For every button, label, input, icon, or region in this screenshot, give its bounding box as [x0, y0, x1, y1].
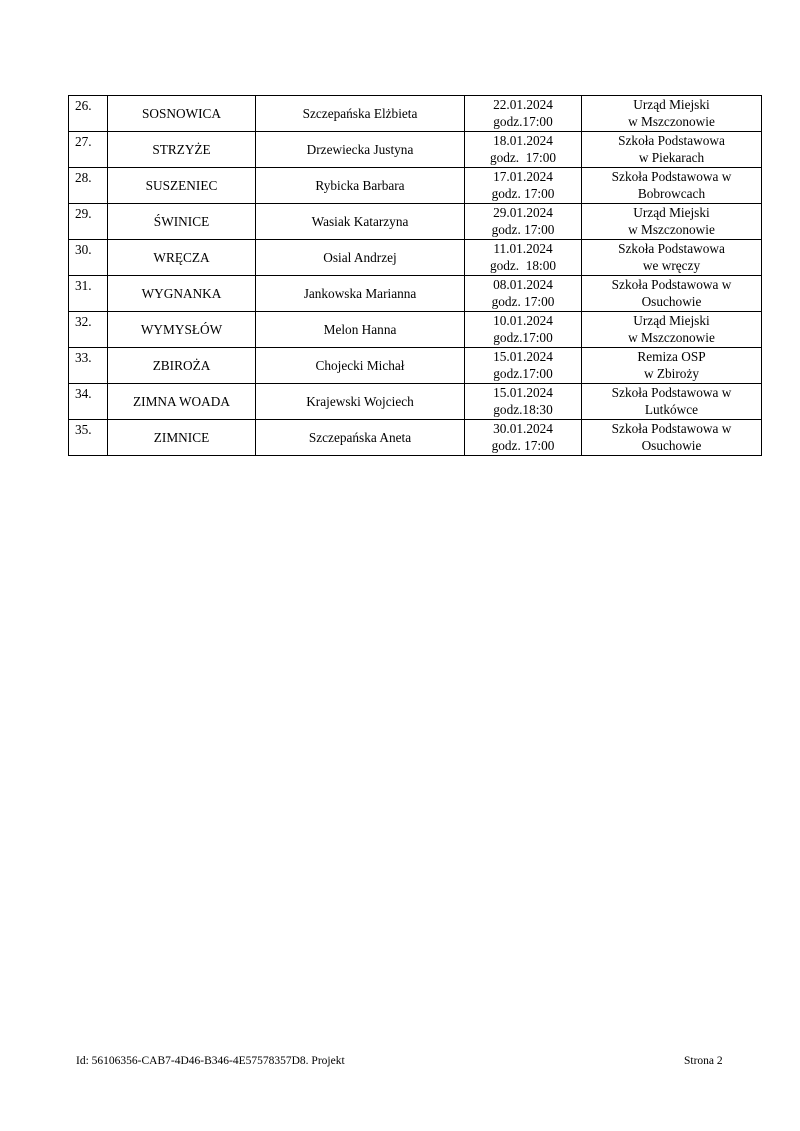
row-number: 30. — [75, 242, 92, 257]
village-name: SUSZENIEC — [145, 178, 218, 193]
person-name: Wasiak Katarzyna — [311, 214, 409, 229]
table-row — [69, 96, 762, 132]
meeting-date: 30.01.2024 — [493, 421, 553, 436]
village-cell — [108, 420, 256, 456]
person-name: Krajewski Wojciech — [306, 394, 414, 409]
meeting-place-line1: Szkoła Podstawowa w — [611, 421, 732, 436]
row-number-cell — [69, 312, 108, 348]
meeting-time: godz. 17:00 — [491, 294, 555, 309]
person-cell — [256, 168, 465, 204]
table-row — [69, 168, 762, 204]
meeting-place-line1: Urząd Miejski — [633, 97, 710, 112]
person-cell — [256, 132, 465, 168]
meeting-place-line1: Szkoła Podstawowa w — [611, 277, 732, 292]
place-cell — [582, 420, 762, 456]
datetime-cell — [465, 204, 582, 240]
meeting-place-line2: Lutkówce — [644, 402, 699, 417]
person-cell — [256, 420, 465, 456]
place-cell — [582, 96, 762, 132]
person-cell — [256, 276, 465, 312]
datetime-cell — [465, 312, 582, 348]
village-cell — [108, 132, 256, 168]
meeting-place-line2: Bobrowcach — [637, 186, 706, 201]
row-number: 29. — [75, 206, 92, 221]
row-number-cell — [69, 96, 108, 132]
meeting-time: godz.17:00 — [493, 114, 553, 129]
meeting-time: godz. 17:00 — [489, 150, 557, 165]
datetime-cell — [465, 240, 582, 276]
person-name: Melon Hanna — [323, 322, 397, 337]
person-name: Drzewiecka Justyna — [306, 142, 414, 157]
person-name: Szczepańska Elżbieta — [302, 106, 418, 121]
village-name: STRZYŻE — [152, 142, 211, 157]
meeting-date: 11.01.2024 — [493, 241, 553, 256]
meeting-date: 15.01.2024 — [493, 349, 553, 364]
person-cell — [256, 204, 465, 240]
row-number: 26. — [75, 98, 92, 113]
meeting-place-line2: w Mszczonowie — [628, 330, 715, 345]
village-name: ZIMNA WOADA — [133, 394, 230, 409]
row-number: 34. — [75, 386, 92, 401]
row-number-cell — [69, 240, 108, 276]
meeting-time: godz.18:30 — [493, 402, 553, 417]
person-name: Rybicka Barbara — [315, 178, 405, 193]
table-row — [69, 348, 762, 384]
person-name: Chojecki Michał — [315, 358, 405, 373]
village-cell — [108, 240, 256, 276]
meeting-date: 08.01.2024 — [493, 277, 553, 292]
row-number: 28. — [75, 170, 92, 185]
meeting-time: godz. 17:00 — [491, 222, 555, 237]
row-number-cell — [69, 132, 108, 168]
meeting-place-line1: Szkoła Podstawowa — [618, 241, 725, 256]
table-row — [69, 276, 762, 312]
meeting-date: 22.01.2024 — [493, 97, 553, 112]
table-body — [69, 96, 762, 456]
document-id: Id: 56106356-CAB7-4D46-B346-4E57578357D8. Projekt — [76, 1055, 345, 1067]
row-number: 35. — [75, 422, 92, 437]
page-number: Strona 2 — [684, 1055, 723, 1067]
table-row — [69, 384, 762, 420]
person-name: Szczepańska Aneta — [308, 430, 412, 445]
table-row — [69, 240, 762, 276]
village-cell — [108, 168, 256, 204]
meeting-time: godz. 17:00 — [491, 186, 555, 201]
meeting-place-line2: w Zbiroży — [643, 366, 700, 381]
place-cell — [582, 240, 762, 276]
meeting-date: 17.01.2024 — [493, 169, 553, 184]
village-name: ZBIROŻA — [152, 358, 211, 373]
person-cell — [256, 348, 465, 384]
table-row — [69, 420, 762, 456]
village-cell — [108, 348, 256, 384]
table-row — [69, 132, 762, 168]
person-cell — [256, 384, 465, 420]
datetime-cell — [465, 276, 582, 312]
meeting-place-line1: Szkoła Podstawowa w — [611, 385, 732, 400]
place-cell — [582, 132, 762, 168]
village-cell — [108, 276, 256, 312]
meeting-time: godz. 17:00 — [491, 438, 555, 453]
village-name: WRĘCZA — [153, 250, 210, 265]
datetime-cell — [465, 168, 582, 204]
row-number-cell — [69, 348, 108, 384]
meeting-place-line2: Osuchowie — [641, 438, 702, 453]
meeting-time: godz. 18:00 — [489, 258, 557, 273]
row-number-cell — [69, 384, 108, 420]
village-name: WYMYSŁÓW — [140, 322, 223, 337]
person-name: Osial Andrzej — [323, 250, 397, 265]
place-cell — [582, 168, 762, 204]
place-cell — [582, 276, 762, 312]
village-name: WYGNANKA — [141, 286, 222, 301]
row-number-cell — [69, 204, 108, 240]
person-cell — [256, 96, 465, 132]
row-number: 32. — [75, 314, 92, 329]
place-cell — [582, 312, 762, 348]
row-number: 31. — [75, 278, 92, 293]
meetings-table — [68, 95, 762, 456]
place-cell — [582, 384, 762, 420]
place-cell — [582, 348, 762, 384]
row-number-cell — [69, 276, 108, 312]
meeting-place-line2: w Piekarach — [638, 150, 705, 165]
meeting-place-line1: Szkoła Podstawowa — [618, 133, 725, 148]
village-cell — [108, 96, 256, 132]
table-row — [69, 312, 762, 348]
datetime-cell — [465, 132, 582, 168]
person-cell — [256, 312, 465, 348]
meeting-date: 18.01.2024 — [493, 133, 553, 148]
village-cell — [108, 384, 256, 420]
village-cell — [108, 204, 256, 240]
village-cell — [108, 312, 256, 348]
meeting-date: 15.01.2024 — [493, 385, 553, 400]
datetime-cell — [465, 348, 582, 384]
person-cell — [256, 240, 465, 276]
meeting-place-line2: w Mszczonowie — [628, 222, 715, 237]
row-number-cell — [69, 420, 108, 456]
datetime-cell — [465, 420, 582, 456]
row-number: 33. — [75, 350, 92, 365]
meeting-date: 29.01.2024 — [493, 205, 553, 220]
meeting-place-line2: Osuchowie — [641, 294, 702, 309]
row-number-cell — [69, 168, 108, 204]
datetime-cell — [465, 96, 582, 132]
meeting-place-line1: Urząd Miejski — [633, 205, 710, 220]
row-number: 27. — [75, 134, 92, 149]
meeting-place-line1: Szkoła Podstawowa w — [611, 169, 732, 184]
village-name: SOSNOWICA — [141, 106, 222, 121]
meeting-time: godz.17:00 — [493, 330, 553, 345]
table-row — [69, 204, 762, 240]
person-name: Jankowska Marianna — [303, 286, 417, 301]
meeting-place-line2: we wręczy — [642, 258, 701, 273]
meeting-place-line1: Urząd Miejski — [633, 313, 710, 328]
meeting-place-line2: w Mszczonowie — [628, 114, 715, 129]
place-cell — [582, 204, 762, 240]
meeting-time: godz.17:00 — [493, 366, 553, 381]
village-name: ZIMNICE — [153, 430, 210, 445]
village-name: ŚWINICE — [153, 214, 210, 229]
meeting-date: 10.01.2024 — [493, 313, 553, 328]
meeting-place-line1: Remiza OSP — [637, 349, 706, 364]
datetime-cell — [465, 384, 582, 420]
